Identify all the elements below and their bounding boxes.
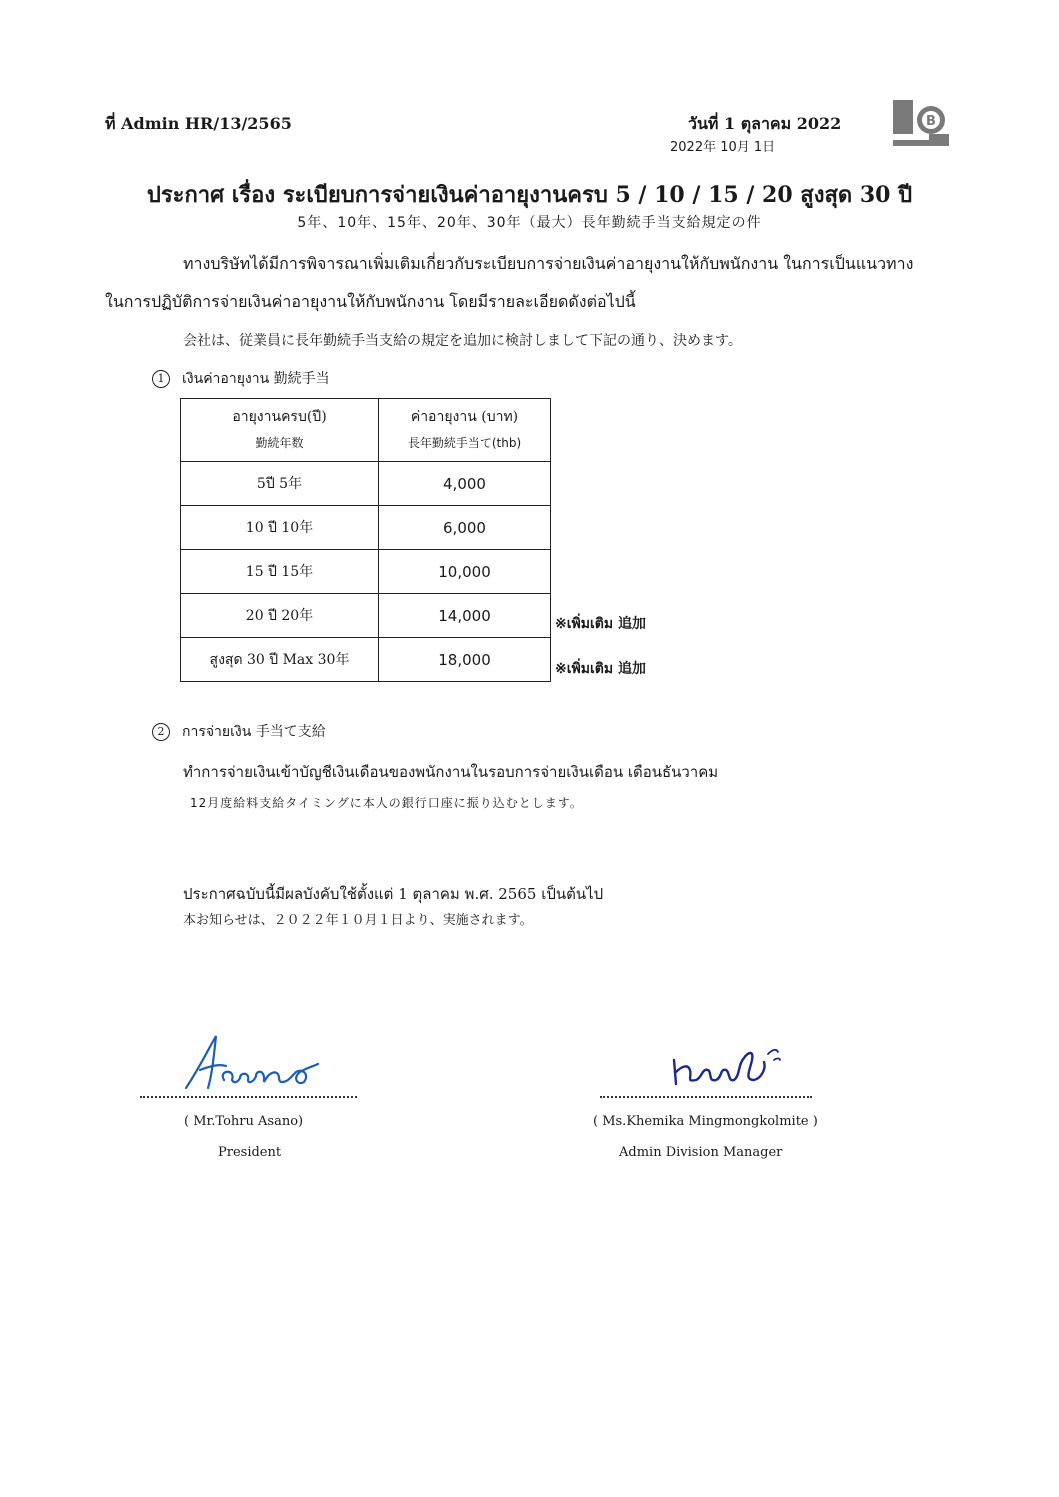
document-reference: ที่ Admin HR/13/2565 xyxy=(105,114,292,133)
date-japanese: 2022年 10月 1日 xyxy=(670,140,776,155)
date-thai: วันที่ 1 ตุลาคม 2022 xyxy=(688,114,842,133)
manager-signature xyxy=(668,1040,788,1090)
announcement-title-japanese: 5年、10年、15年、20年、30年（最大）長年勤続手当支給規定の件 xyxy=(297,215,762,231)
effective-date-thai: ประกาศฉบับนี้มีผลบังคับใช้ตั้งแต่ 1 ตุลาคม พ.ศ. 2565 เป็นต้นไป xyxy=(183,885,604,903)
payment-text-japanese: 12月度給料支給タイミングに本人の銀行口座に振り込むとします。 xyxy=(190,796,583,810)
allowance-table xyxy=(180,398,551,682)
intro-line-1: ทางบริษัทได้มีการพิจารณาเพิ่มเติมเกี่ยวกับระเบียบการจ่ายเงินค่าอายุงานให้กับพนักงาน ในการเป็นแนวทาง xyxy=(183,254,914,273)
header-amount-jp: 長年勤続手当て(thb) xyxy=(407,436,522,450)
payment-text-thai: ทำการจ่ายเงินเข้าบัญชีเงินเดือนของพนักงานในรอบการจ่ายเงินเดือน เดือนธันวาคม xyxy=(183,763,719,781)
amount-cell: 10,000 xyxy=(379,550,551,594)
header-years-th: อายุงานครบ(ปี) xyxy=(232,409,327,425)
signature-line-left xyxy=(140,1095,357,1098)
section-1-heading xyxy=(152,368,330,390)
manager-title: Admin Division Manager xyxy=(619,1145,783,1160)
section-2-heading xyxy=(152,721,326,743)
table-row xyxy=(181,462,551,506)
table-row xyxy=(181,638,551,682)
president-title: President xyxy=(218,1145,282,1160)
table-row xyxy=(181,506,551,550)
announcement-title: ประกาศ เรื่อง ระเบียบการจ่ายเงินค่าอายุงานครบ 5 / 10 / 15 / 20 สูงสุด 30 ปี xyxy=(146,182,913,208)
table-row xyxy=(181,550,551,594)
manager-name: ( Ms.Khemika Mingmongkolmite ) xyxy=(593,1114,818,1129)
section-1-number: 1 xyxy=(152,370,170,388)
table-header-row xyxy=(181,399,551,462)
intro-japanese: 会社は、従業員に長年勤続手当支給の規定を追加に検討しまして下記の通り、決めます。 xyxy=(183,333,742,349)
header-amount-th: ค่าอายุงาน (บาท) xyxy=(410,409,519,425)
addition-note: ※เพิ่มเติม 追加 xyxy=(555,661,646,677)
intro-line-2: ในการปฏิบัติการจ่ายเงินค่าอายุงานให้กับพนักงาน โดยมีรายละเอียดดังต่อไปนี้ xyxy=(105,292,636,311)
years-cell: 5ปี 5年 xyxy=(181,462,379,506)
header-years xyxy=(181,399,379,462)
header-years-jp: 勤続年数 xyxy=(255,436,304,450)
section-2-number: 2 xyxy=(152,723,170,741)
amount-cell: 6,000 xyxy=(379,506,551,550)
effective-date-japanese: 本お知らせは、２０２２年１０月１日より、実施されます。 xyxy=(183,913,533,928)
addition-note: ※เพิ่มเติม 追加 xyxy=(555,616,646,632)
header-amount xyxy=(379,399,551,462)
years-cell: สูงสุด 30 ปี Max 30年 xyxy=(181,638,379,682)
signature-line-right xyxy=(600,1095,812,1098)
amount-cell: 4,000 xyxy=(379,462,551,506)
amount-cell: 18,000 xyxy=(379,638,551,682)
logo-letter: B xyxy=(926,114,936,129)
section-2-label: การจ่ายเงิน 手当て支給 xyxy=(182,724,326,740)
years-cell: 10 ปี 10年 xyxy=(181,506,379,550)
president-name: ( Mr.Tohru Asano) xyxy=(184,1114,304,1129)
section-1-label: เงินค่าอายุงาน 勤続手当 xyxy=(182,371,330,387)
amount-cell: 14,000 xyxy=(379,594,551,638)
table-row xyxy=(181,594,551,638)
president-signature xyxy=(178,1030,338,1095)
years-cell: 15 ปี 15年 xyxy=(181,550,379,594)
years-cell: 20 ปี 20年 xyxy=(181,594,379,638)
company-logo xyxy=(893,100,949,154)
